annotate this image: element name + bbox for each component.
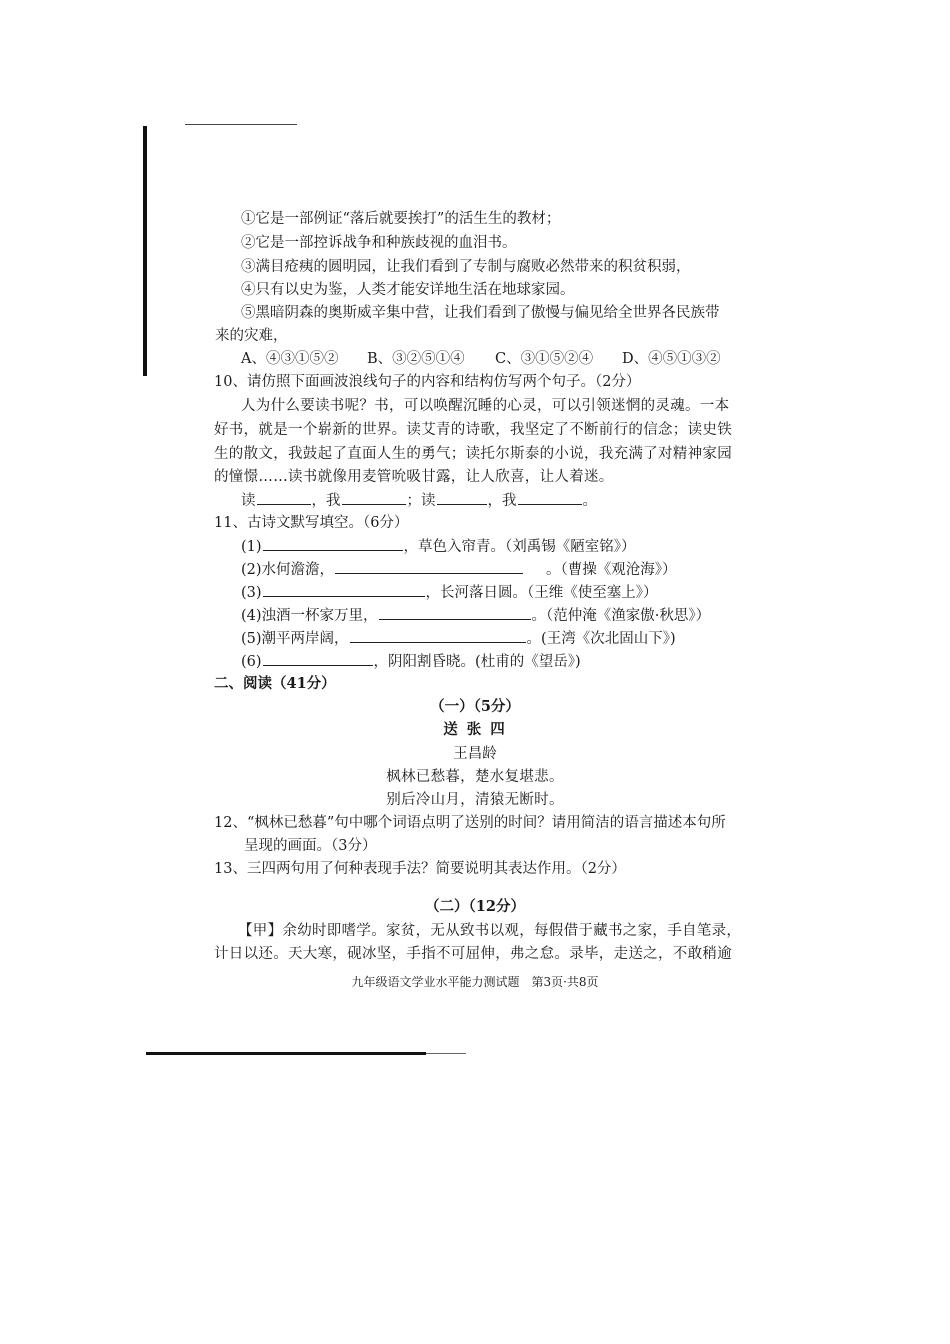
fill-suffix: ，草色入帘青。（刘禹锡《陋室铭》）	[403, 539, 636, 555]
poem-fill-item	[241, 651, 581, 672]
answer-blank[interactable]	[263, 582, 425, 597]
imitation-fill-line	[241, 490, 597, 511]
fill-suffix: 。（范仲淹《渔家傲·秋思》）	[531, 608, 711, 624]
question-12: 12、“枫林已愁暮”句中哪个词语点明了送别的时间？请用简洁的语言描述本句所	[214, 815, 726, 831]
option-d: D、④⑤①③②	[622, 351, 721, 367]
scan-bottom-rule	[146, 1052, 426, 1055]
list-item: ①它是一部例证“落后就要挨打”的活生生的教材；	[241, 211, 561, 227]
poem-line: 枫林已愁暮，楚水复堪悲。	[386, 769, 564, 785]
fill-prefix: (5)潮平两岸阔，	[241, 631, 349, 647]
scan-top-rule	[185, 124, 297, 125]
passage-line: 人为什么要读书呢？书，可以唤醒沉睡的心灵，可以引领迷惘的灵魂。一本	[241, 398, 730, 414]
classical-text-line: 计日以还。天大寒，砚冰坚，手指不可屈伸，弗之怠。录毕，走送之，不敢稍逾	[214, 946, 732, 962]
fill-text: ，我	[487, 493, 517, 509]
poem-line: 别后冷山月，清猿无断时。	[386, 792, 564, 808]
section-heading: 二、阅读（41分）	[214, 675, 336, 692]
passage-line: 好书，就是一个崭新的世界。读艾青的诗歌，我坚定了不断前行的信念；读史铁	[214, 422, 732, 438]
fill-text: ；读	[406, 493, 436, 509]
fill-text: ，我	[311, 493, 341, 509]
fill-text: 。	[582, 493, 597, 509]
answer-blank[interactable]	[518, 490, 582, 505]
list-item: ②它是一部控诉战争和种族歧视的血泪书。	[241, 235, 517, 251]
scan-bottom-dash	[426, 1053, 466, 1054]
answer-blank[interactable]	[263, 536, 403, 551]
list-item: ③满目疮痍的圆明园，让我们看到了专制与腐败必然带来的积贫积弱，	[241, 259, 691, 275]
list-item: ④只有以史为鉴，人类才能安详地生活在地球家园。	[241, 282, 575, 298]
answer-blank[interactable]	[257, 490, 311, 505]
fill-prefix: (4)浊酒一杯家万里，	[241, 608, 378, 624]
fill-suffix: 。(王湾《次北固山下》)	[526, 631, 676, 647]
classical-text-line: 【甲】余幼时即嗜学。家贫，无从致书以观，每假借于藏书之家，手自笔录，	[238, 923, 742, 939]
fill-text: 读	[241, 493, 256, 509]
fill-prefix: (2)水何澹澹，	[241, 562, 335, 578]
fill-suffix: 。（曹操《观沧海》）	[546, 562, 677, 578]
answer-blank[interactable]	[335, 559, 523, 574]
answer-blank[interactable]	[437, 490, 487, 505]
poem-fill-item	[241, 582, 658, 603]
question-12-cont: 呈现的画面。（3分）	[244, 838, 377, 854]
scan-left-edge	[143, 126, 147, 376]
answer-blank[interactable]	[263, 651, 373, 666]
poem-fill-item	[241, 559, 677, 580]
answer-blank[interactable]	[379, 605, 531, 620]
option-c: C、③①⑤②④	[495, 351, 594, 367]
option-a: A、④③①⑤②	[241, 351, 339, 367]
poem-fill-item	[241, 628, 676, 649]
list-item: ⑤黑暗阴森的奥斯威辛集中营，让我们看到了傲慢与偏见给全世界各民族带	[241, 305, 720, 321]
passage-line: 生的散文，我鼓起了直面人生的勇气；读托尔斯泰的小说，我充满了对精神家园	[214, 446, 732, 462]
poem-fill-item	[241, 605, 710, 626]
page-footer: 九年级语文学业水平能力测试题 第3页·共8页	[351, 975, 599, 989]
fill-suffix: ，长河落日圆。（王维《使至塞上》）	[425, 585, 658, 601]
part-heading: （二）（12分）	[425, 898, 525, 915]
part-heading: （一）（5分）	[430, 698, 520, 715]
fill-prefix: (6)	[241, 654, 262, 670]
fill-suffix: ，阴阳割昏晓。(杜甫的《望岳》)	[373, 654, 581, 670]
question-10-stem: 10、请仿照下面画波浪线句子的内容和结构仿写两个句子。（2分）	[214, 374, 641, 390]
poem-title: 送 张 四	[443, 721, 507, 738]
answer-blank[interactable]	[350, 628, 526, 643]
option-b: B、③②⑤①④	[367, 351, 465, 367]
list-item: 来的灾难，	[215, 328, 288, 344]
poem-fill-item	[241, 536, 636, 557]
answer-blank[interactable]	[342, 490, 406, 505]
question-13: 13、三四两句用了何种表现手法？简要说明其表达作用。（2分）	[214, 861, 626, 877]
question-11-stem: 11、古诗文默写填空。（6分）	[214, 515, 409, 531]
fill-prefix: (3)	[241, 585, 262, 601]
poem-author: 王昌龄	[453, 746, 497, 762]
fill-prefix: (1)	[241, 539, 262, 555]
passage-line: 的憧憬……读书就像用麦管吮吸甘露，让人欣喜，让人着迷。	[214, 469, 614, 485]
